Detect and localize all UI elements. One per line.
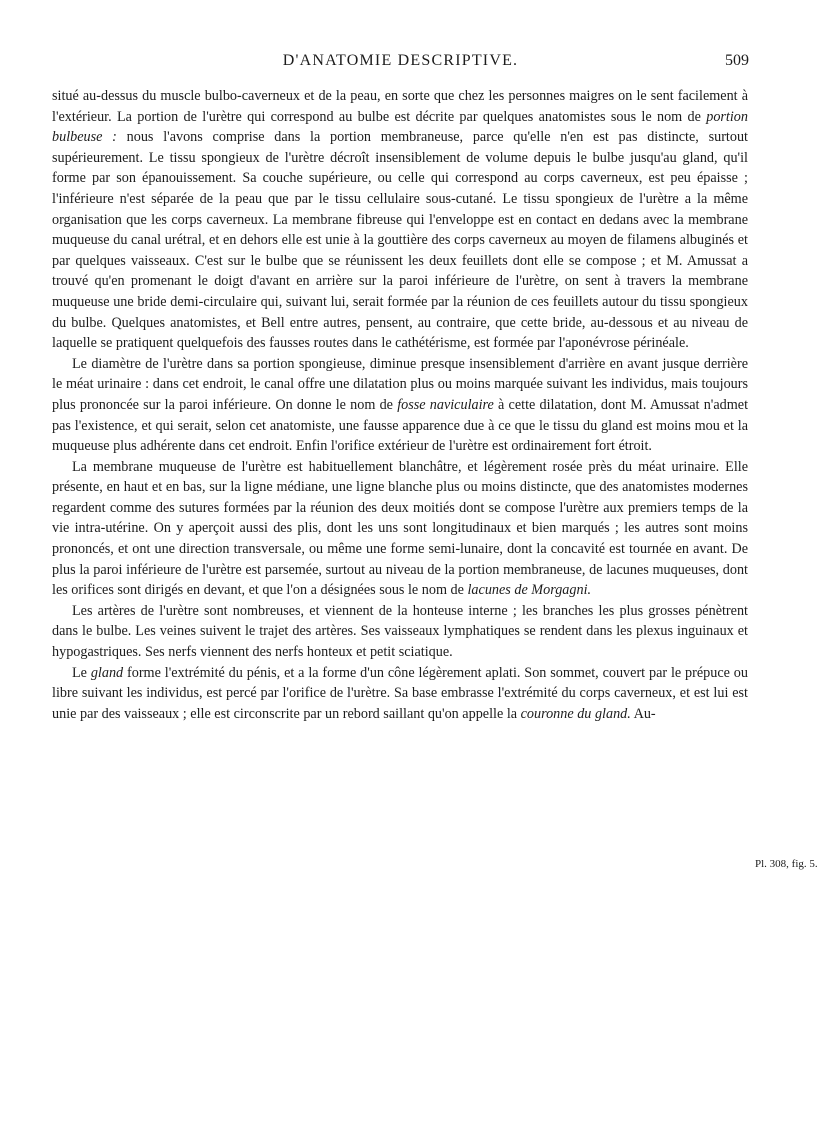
- paragraph: [52, 457, 748, 601]
- paragraph: [52, 354, 748, 457]
- italic-term: couronne du gland.: [520, 705, 631, 722]
- italic-term: portion bulbeuse :: [52, 108, 748, 146]
- body-text: [52, 86, 748, 724]
- paragraph: [52, 86, 748, 354]
- text-run: Le: [72, 664, 91, 681]
- text-run: Le diamètre de l'urètre dans sa portion spongieuse, diminue presque insensiblement d'arrière en avant jusque derrière le méat urinaire : dans cet endroit, le canal offre une dilatation plus ou moins marquée suivant les individus, mais toujours plus prononcée sur la paroi inférieure. On donne le nom de: [52, 355, 748, 413]
- text-run: Au-: [630, 705, 656, 722]
- italic-term: gland: [90, 664, 124, 681]
- margin-note: Pl. 308, fig. 5.: [755, 858, 818, 870]
- running-title: D'ANATOMIE DESCRIPTIVE.: [282, 52, 519, 69]
- text-run: forme l'extrémité du pénis, et a la forme d'un cône légèrement aplati. Son sommet, couvert par le prépuce ou libre suivant les individus, est percé par l'orifice de l'urètre. Sa base embrasse l'extrémité du corps caverneux, et est lui est unie par des vaisseaux ; elle est circonscrite par un rebord saillant qu'on appelle la: [52, 664, 748, 722]
- text-run: nous l'avons comprise dans la portion membraneuse, parce qu'elle n'en est pas distincte, surtout supérieurement. Le tissu spongieux de l'urètre décroît insensiblement de volume depuis le bulbe jusqu'au gland, qu'il forme par son épanouissement. Sa couche supérieure, ou celle qui correspond au corps caverneux, est peu épaisse ; l'inférieure n'est séparée de la peau que par le tissu cellulaire sous-cutané. Le tissu spongieux de l'urètre a la même organisation que les corps caverneux. La membrane fibreuse qui l'enveloppe est en contact en dedans avec la membrane muqueuse du canal urétral, et en dehors elle est unie à la gouttière des corps caverneux au moyen de filamens albuginés et par quelques vaisseaux. C'est sur le bulbe que se réunissent les deux feuillets dont elle se compose ; et M. Amussat a trouvé qu'en promenant le doigt d'avant en arrière sur la paroi inférieure de l'urètre, on sent à travers la membrane muqueuse une bride demi-circulaire qui, suivant lui, serait formée par la réunion de ces feuillets autour du tissu spongieux du bulbe. Quelques anatomistes, et Bell entre autres, pensent, au contraire, que cette bride, au-dessous et au niveau de laquelle se pratiquent quelquefois des fausses routes dans le cathétérisme, est formée par l'aponévrose périnéale.: [52, 129, 748, 352]
- text-run: Les artères de l'urètre sont nombreuses, et viennent de la honteuse interne ; les branches les plus grosses pénètrent dans le bulbe. Les veines suivent le trajet des artères. Ses vaisseaux lymphatiques se rendent dans les plexus inguinaux et hypogastriques. Ses nerfs viennent des nerfs honteux et petit sciatique.: [52, 602, 748, 661]
- text-run: à cette dilatation, dont M. Amussat n'admet pas l'existence, et qui serait, selon cet anatomiste, une fausse apparence due à ce que le tissu du gland est moins mou et la muqueuse plus adhérente dans cet endroit. Enfin l'orifice extérieur de l'urètre est ordinairement fort étroit.: [52, 396, 749, 455]
- italic-term: fosse naviculaire: [397, 396, 494, 413]
- text-run: La membrane muqueuse de l'urètre est habituellement blanchâtre, et légèrement rosée près du méat urinaire. Elle présente, en haut et en bas, sur la ligne médiane, une ligne blanche plus ou moins distincte, que des anatomistes modernes regardent comme des sutures formées par la réunion des deux moitiés dont se compose l'urètre aux premiers temps de la vie intra-utérine. On y aperçoit aussi des plis, dont les uns sont longitudinaux et bien marqués ; les autres sont moins prononcés, et ont une direction transversale, ou même une forme semi-lunaire, dont la concavité est tournée en avant. De plus la paroi inférieure de l'urètre est parsemée, surtout au niveau de la portion membraneuse, de lacunes muqueuses, dont les orifices sont dirigés en devant, et que l'on a désignées sous le nom de: [52, 458, 748, 599]
- text-run: situé au-dessus du muscle bulbo-caverneux et de la peau, en sorte que chez les personnes maigres on le sent facilement à l'extérieur. La portion de l'urètre qui correspond au bulbe est décrite par quelques anatomistes sous le nom de: [52, 88, 748, 125]
- italic-term: lacunes de Morgagni.: [467, 582, 592, 599]
- page-header: [0, 52, 801, 76]
- page-number: 509: [725, 52, 749, 69]
- paragraph: [52, 663, 748, 725]
- paragraph: [52, 601, 748, 663]
